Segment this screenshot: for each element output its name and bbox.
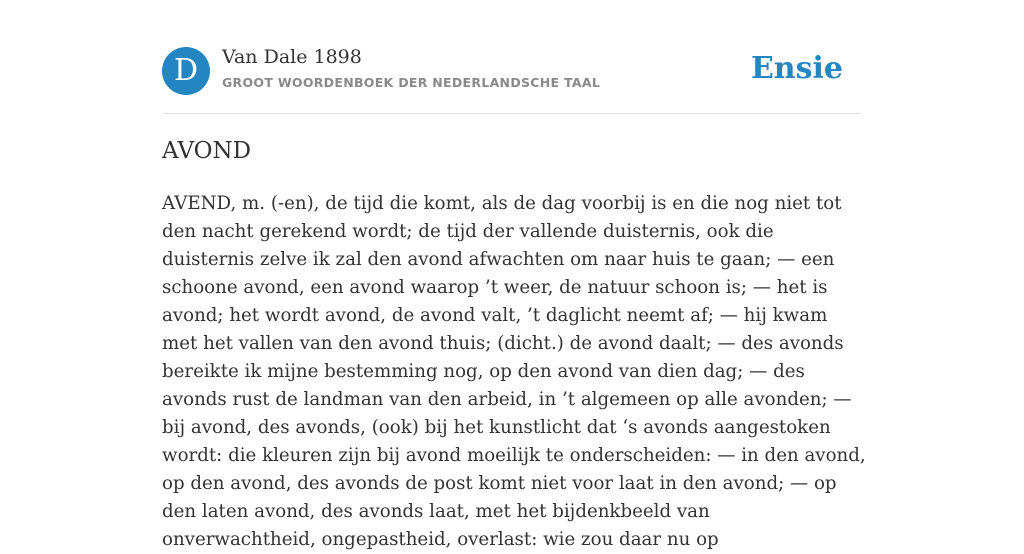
entry-headword: AVOND [162,138,252,164]
ensie-logo[interactable]: Ensie [750,51,843,86]
source-subtitle: GROOT WOORDENBOEK DER NEDERLANDSCHE TAAL [222,75,601,90]
entry-definition: AVEND, m. (-en), de tijd die komt, als de dag voorbij is en die nog niet tot den nacht gerekend wordt; de tijd der vallende duisternis, ook die duisternis zelve ik zal den avond afwachten om naar huis te gaan; — een schoone avond, een avond waarop ’t weer, de natuur schoon is; — het is avond; het wordt avond, de avond valt, ’t daglicht neemt af; — hij kwam met het vallen van den avond thuis; (dicht.) de avond daalt; — des avonds bereikte ik mijne bestemming nog, op den avond van dien dag; — des avonds rust de landman van den arbeid, in ’t algemeen op alle avonden; — bij avond, des avonds, (ook) bij het kunstlicht dat ‘s avonds aangestoken wordt: die kleuren zijn bij avond moeilijk te onderscheiden: — in den avond, op den avond, des avonds de post komt niet voor laat in den avond; — op den laten avond, des avonds laat, met het bijdenkbeeld van onverwachtheid, ongepastheid, overlast: wie zou daar nu op [162,193,866,550]
header-divider [162,113,862,114]
source-avatar[interactable]: D [162,47,210,95]
dictionary-header [162,46,862,96]
source-title[interactable]: Van Dale 1898 [222,46,362,68]
